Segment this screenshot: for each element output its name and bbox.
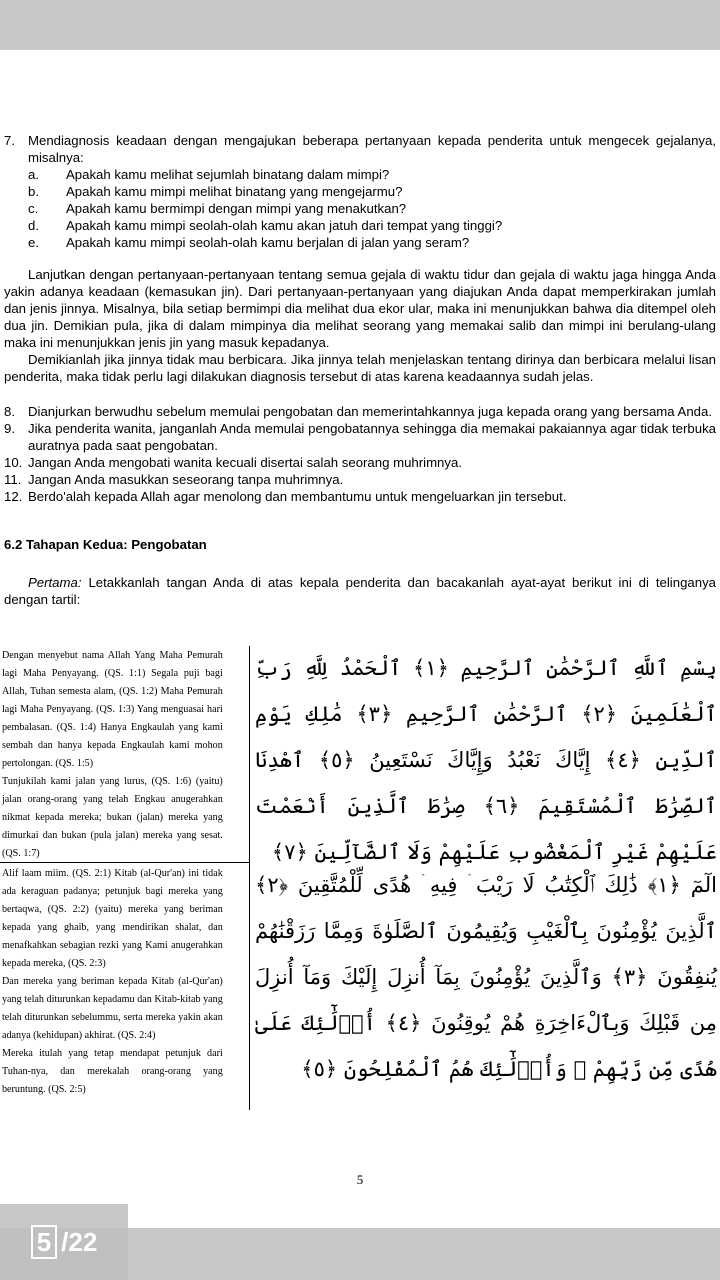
list-item [4, 471, 716, 488]
sub-text: Apakah kamu mimpi melihat binatang yang mengejarmu? [66, 184, 403, 199]
sub-letter: c. [28, 201, 39, 216]
list-item [4, 403, 716, 420]
sub-item [4, 200, 716, 217]
table-divider-horizontal [0, 862, 250, 863]
paragraph-lanjutkan: Lanjutkan dengan pertanyaan-pertanyaan tentang semua gejala di waktu tidur dan gejala di waktu jaga hingga Anda yakin adanya keadaan (kemasukan jin). Dari pertanyaan-pertanyaan yang diajukan Anda dapat memperkirakan jumlah dan jenis jinnya. Misalnya, bila setiap bermimpi dia melihat dua ekor ular, maka ini menunjukkan bahwa dia ditempel oleh dua jin. Demikian pula, jika di dalam mimpinya dia melihat seorang yang memakai salib dan mimpi ini berulang-ulang maka ini menunjukkan jenis jin yang masuk kepadanya. [4, 267, 716, 350]
list-number: 11. [4, 472, 22, 487]
list-text: Berdo'alah kepada Allah agar menolong dan membantumu untuk mengeluarkan jin tersebut. [28, 489, 567, 504]
sub-item [4, 166, 716, 183]
sub-letter: d. [28, 218, 39, 233]
page-number: 5 [356, 1172, 364, 1187]
list-item [4, 454, 716, 471]
pertama-label: Pertama: [28, 575, 82, 590]
sub-text: Apakah kamu melihat sejumlah binatang dalam mimpi? [66, 167, 390, 182]
section-heading: 6.2 Tahapan Kedua: Pengobatan [4, 537, 207, 552]
sub-letter: a. [28, 167, 39, 182]
translation-paragraph: Dan mereka yang beriman kepada Kitab (al-Qur'an) yang telah diturunkan kepadamu dan Kitab-kitab yang telah diturunkan sebelummu, serta mereka yakin akan adanya (kehidupan) akhirat. (QS. 2:4) [2, 975, 223, 1041]
translation-paragraph: Alif laam miim. (QS. 2:1) Kitab (al-Qur'an) ini tidak ada keraguan padanya; petunjuk bagi mereka yang bertaqwa, (QS. 2:2) (yaitu) mereka yang beriman kepada yang ghaib, yang mendirikan shalat, dan menafkahkan sebagian rezki yang Kami anugerahkan kepada mereka, (QS. 2:3) [2, 867, 223, 969]
current-page: 5 [31, 1225, 57, 1259]
sub-text: Apakah kamu mimpi seolah-olah kamu berjalan di jalan yang seram? [66, 235, 470, 250]
page-counter[interactable] [0, 1204, 128, 1280]
list-text: Jangan Anda masukkan seseorang tanpa muhrimnya. [28, 472, 344, 487]
list-text: Jangan Anda mengobati wanita kecuali disertai salah seorang muhrimnya. [28, 455, 462, 470]
list-text: Jika penderita wanita, janganlah Anda memulai pengobatannya sehingga dia memakai pakaiannya agar tidak terbuka auratnya pada saat pengobatan. [28, 421, 716, 453]
list-number: 9. [4, 421, 15, 436]
list-text: Mendiagnosis keadaan dengan mengajukan beberapa pertanyaan kepada penderita untuk mengecek gejalanya, misalnya: [28, 133, 716, 165]
top-toolbar [0, 0, 720, 50]
total-pages: /22 [61, 1226, 98, 1257]
arabic-baqarah: الٓمٓ ﴿١﴾ ذَٰلِكَ ٱلْكِتَٰبُ لَا رَيْبَ ۛ فِيهِ ۛ هُدًى لِّلْمُتَّقِينَ ﴿٢﴾ ٱلَّذِينَ يُؤْمِنُونَ بِٱلْغَيْبِ وَيُقِيمُونَ ٱلصَّلَوٰةَ وَمِمَّا رَزَقْنَٰهُمْ يُنفِقُونَ ﴿٣﴾ وَٱلَّذِينَ يُؤْمِنُونَ بِمَآ أُنزِلَ إِلَيْكَ وَمَآ أُنزِلَ مِن قَبْلِكَ وَبِٱلْءَاخِرَةِ هُمْ يُوقِنُونَ ﴿٤﴾ أُو۟لَٰٓئِكَ عَلَىٰ هُدًى مِّن رَّبِّهِمْ ۖ وَأُو۟لَٰٓئِكَ هُمُ ٱلْمُفْلِحُونَ ﴿٥﴾ [255, 873, 717, 1081]
list-item [4, 420, 716, 454]
sub-item [4, 234, 716, 251]
sub-letter: b. [28, 184, 39, 199]
sub-text: Apakah kamu mimpi seolah-olah kamu akan jatuh dari tempat yang tinggi? [66, 218, 503, 233]
list-item-7 [4, 132, 716, 251]
numbered-list [4, 403, 716, 505]
list-item [4, 488, 716, 505]
pertama-text: Letakkanlah tangan Anda di atas kepala penderita dan bacakanlah ayat-ayat berikut ini di telinganya dengan tartil: [4, 575, 716, 607]
paragraph-pertama [4, 574, 716, 608]
translation-paragraph: Dengan menyebut nama Allah Yang Maha Pemurah lagi Maha Penyayang. (QS. 1:1) Segala puji bagi Allah, Tuhan semesta alam, (QS. 1:2) Maha Pemurah lagi Maha Penyayang. (QS. 1:3) Yang menguasai hari pembalasan. (QS. 1:4) Hanya Engkaulah yang kami sembah dan hanya kepada Engkaulah kami mohon pertolongan. (QS. 1:5) [2, 649, 223, 769]
translation-paragraph: Mereka itulah yang tetap mendapat petunjuk dari Tuhan-nya, dan merekalah orang-orang yang beruntung. (QS. 2:5) [2, 1047, 223, 1095]
sub-item [4, 217, 716, 234]
list-number: 12. [4, 489, 23, 504]
table-divider-vertical [249, 646, 250, 1110]
list-text: Dianjurkan berwudhu sebelum memulai pengobatan dan memerintahkannya juga kepada orang yang bersama Anda. [28, 404, 712, 419]
list-number: 8. [4, 404, 15, 419]
translation-fatihah [2, 646, 223, 862]
paragraph-demikianlah: Demikianlah jika jinnya tidak mau berbicara. Jika jinnya telah menjelaskan tentang dirinya dan berbicara melalui lisan penderita, maka tidak perlu lagi dilakukan diagnosis tersebut di atas karena keadaannya sudah jelas. [4, 352, 716, 384]
sub-item [4, 183, 716, 200]
list-number: 10. [4, 455, 23, 470]
sub-letter: e. [28, 235, 39, 250]
translation-baqarah [2, 864, 223, 1098]
sub-text: Apakah kamu bermimpi dengan mimpi yang menakutkan? [66, 201, 407, 216]
arabic-fatihah: بِسْمِ ٱللَّهِ ٱلرَّحْمَٰنِ ٱلرَّحِيمِ ﴿١﴾ ٱلْحَمْدُ لِلَّهِ رَبِّ ٱلْعَٰلَمِينَ ﴿٢﴾ ٱلرَّحْمَٰنِ ٱلرَّحِيمِ ﴿٣﴾ مَٰلِكِ يَوْمِ ٱلدِّينِ ﴿٤﴾ إِيَّاكَ نَعْبُدُ وَإِيَّاكَ نَسْتَعِينُ ﴿٥﴾ ٱهْدِنَا ٱلصِّرَٰطَ ٱلْمُسْتَقِيمَ ﴿٦﴾ صِرَٰطَ ٱلَّذِينَ أَنْعَمْتَ عَلَيْهِمْ غَيْرِ ٱلْمَغْضُوبِ عَلَيْهِمْ وَلَا ٱلضَّآلِّينَ ﴿٧﴾ [255, 656, 717, 864]
list-number: 7. [4, 133, 15, 148]
translation-paragraph: Tunjukilah kami jalan yang lurus, (QS. 1:6) (yaitu) jalan orang-orang yang telah Engkau anugerahkan nikmat kepada mereka; bukan (jalan) mereka yang dimurkai dan bukan (pula jalan) mereka yang sesat. (QS. 1:7) [2, 775, 223, 859]
